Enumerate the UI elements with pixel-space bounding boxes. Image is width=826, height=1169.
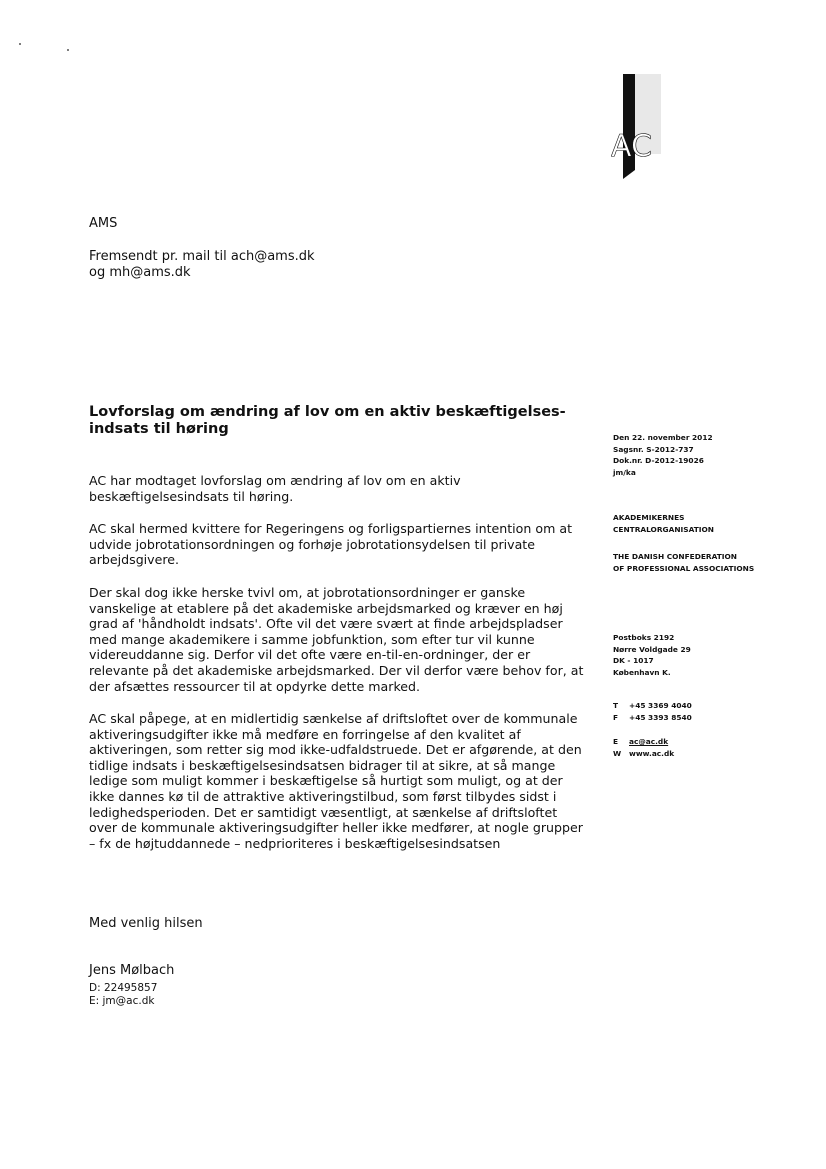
paragraph: AC har modtaget lovforslag om ændring af lov om en aktiv beskæftigelsesindsats til høring.: [89, 473, 461, 504]
meta-doc-no: Dok.nr. D-2012-19026: [613, 456, 704, 466]
org-line: AKADEMIKERNES: [613, 513, 685, 522]
address-block: [613, 632, 691, 678]
paragraph: AC skal påpege, at en midlertidig sænkelse af driftsloftet over de kommunale aktiveringsudgifter ikke må medføre en forringelse af den kvalitet af aktiveringen, som retter sig mod ikke-udfaldstruede. Det er afgørende, at den tidlige indsats i beskæftigelsesindsatsen bidrager til at sikre, at så mange ledige som muligt kommer i beskæftigelse så hurtigt som muligt, og at der ikke dannes kø til de attraktive aktiveringstilbud, som først tilbydes sidst i ledighedsperioden. Det er samtidigt væsentligt, at sænkelse af driftsloftet over de kommunale aktiveringsudgifter heller ikke medfører, at nogle grupper – fx de højtuddannede – nedprioriteres i beskæftigelsesindsatsen: [89, 711, 583, 851]
meta-block: [613, 432, 713, 478]
sent-info: [89, 249, 315, 281]
web-label: W: [613, 748, 622, 758]
meta-date: Den 22. november 2012: [613, 433, 713, 442]
logo-letter-a: AC: [611, 129, 652, 164]
org-line: OF PROFESSIONAL ASSOCIATIONS: [613, 563, 755, 573]
meta-initials: jm/ka: [613, 467, 636, 477]
fax-number: +45 3393 8540: [629, 712, 692, 722]
address-line: Postboks 2192: [613, 633, 675, 642]
email-link[interactable]: ac@ac.dk: [629, 737, 669, 746]
address-line: DK - 1017: [613, 656, 654, 666]
web-block: [613, 736, 674, 759]
signer-email: E: jm@ac.dk: [89, 995, 155, 1007]
letter-title: Lovforslag om ændring af lov om en aktiv beskæftigelsesindsats til høring: [89, 404, 566, 437]
address-line: København K.: [613, 667, 671, 677]
sent-line: og mh@ams.dk: [89, 265, 191, 280]
web-link[interactable]: www.ac.dk: [629, 748, 675, 758]
signer-phone: D: 22495857: [89, 982, 158, 994]
email-label: E: [613, 737, 619, 746]
paragraph: AC skal hermed kvittere for Regeringens og forligspartiernes intention om at udvide jobrotationsordningen og forhøje jobrotationsydelsen til private arbejdsgivere.: [89, 521, 573, 568]
phone-label: T: [613, 701, 619, 710]
org-name-en: [613, 551, 754, 574]
phone-number: +45 3369 4040: [629, 701, 692, 710]
closing: Med venlig hilsen: [89, 916, 203, 931]
ac-logo: [611, 74, 661, 190]
signer-name: Jens Mølbach: [89, 963, 175, 978]
sent-line: Fremsendt pr. mail til ach@ams.dk: [89, 249, 315, 264]
signer-contact: [89, 982, 157, 1008]
meta-case-no: Sagsnr. S-2012-737: [613, 444, 694, 454]
org-line: CENTRALORGANISATION: [613, 524, 714, 534]
address-line: Nørre Voldgade 29: [613, 644, 691, 654]
org-name-da: [613, 512, 714, 535]
org-line: THE DANISH CONFEDERATION: [613, 552, 737, 561]
fax-label: F: [613, 712, 619, 722]
phone-block: [613, 700, 692, 723]
recipient: AMS: [89, 216, 118, 231]
scan-speck: [19, 43, 21, 45]
scan-speck: [67, 49, 69, 51]
paragraph: Der skal dog ikke herske tvivl om, at jobrotationsordninger er ganske vanskelige at etablere på det akademiske arbejdsmarked og kræver en høj grad af 'håndholdt indsats'. Ofte vil det være svært at finde arbejdspladser med mange akademikere i samme jobfunktion, som efter tur vil kunne videreuddanne sig. Derfor vil det ofte være en-til-en-ordninger, der er relevante på det akademiske arbejdsmarked. Der vil derfor være behov for, at der afsættes ressourcer til at opdyrke dette marked.: [89, 585, 584, 694]
